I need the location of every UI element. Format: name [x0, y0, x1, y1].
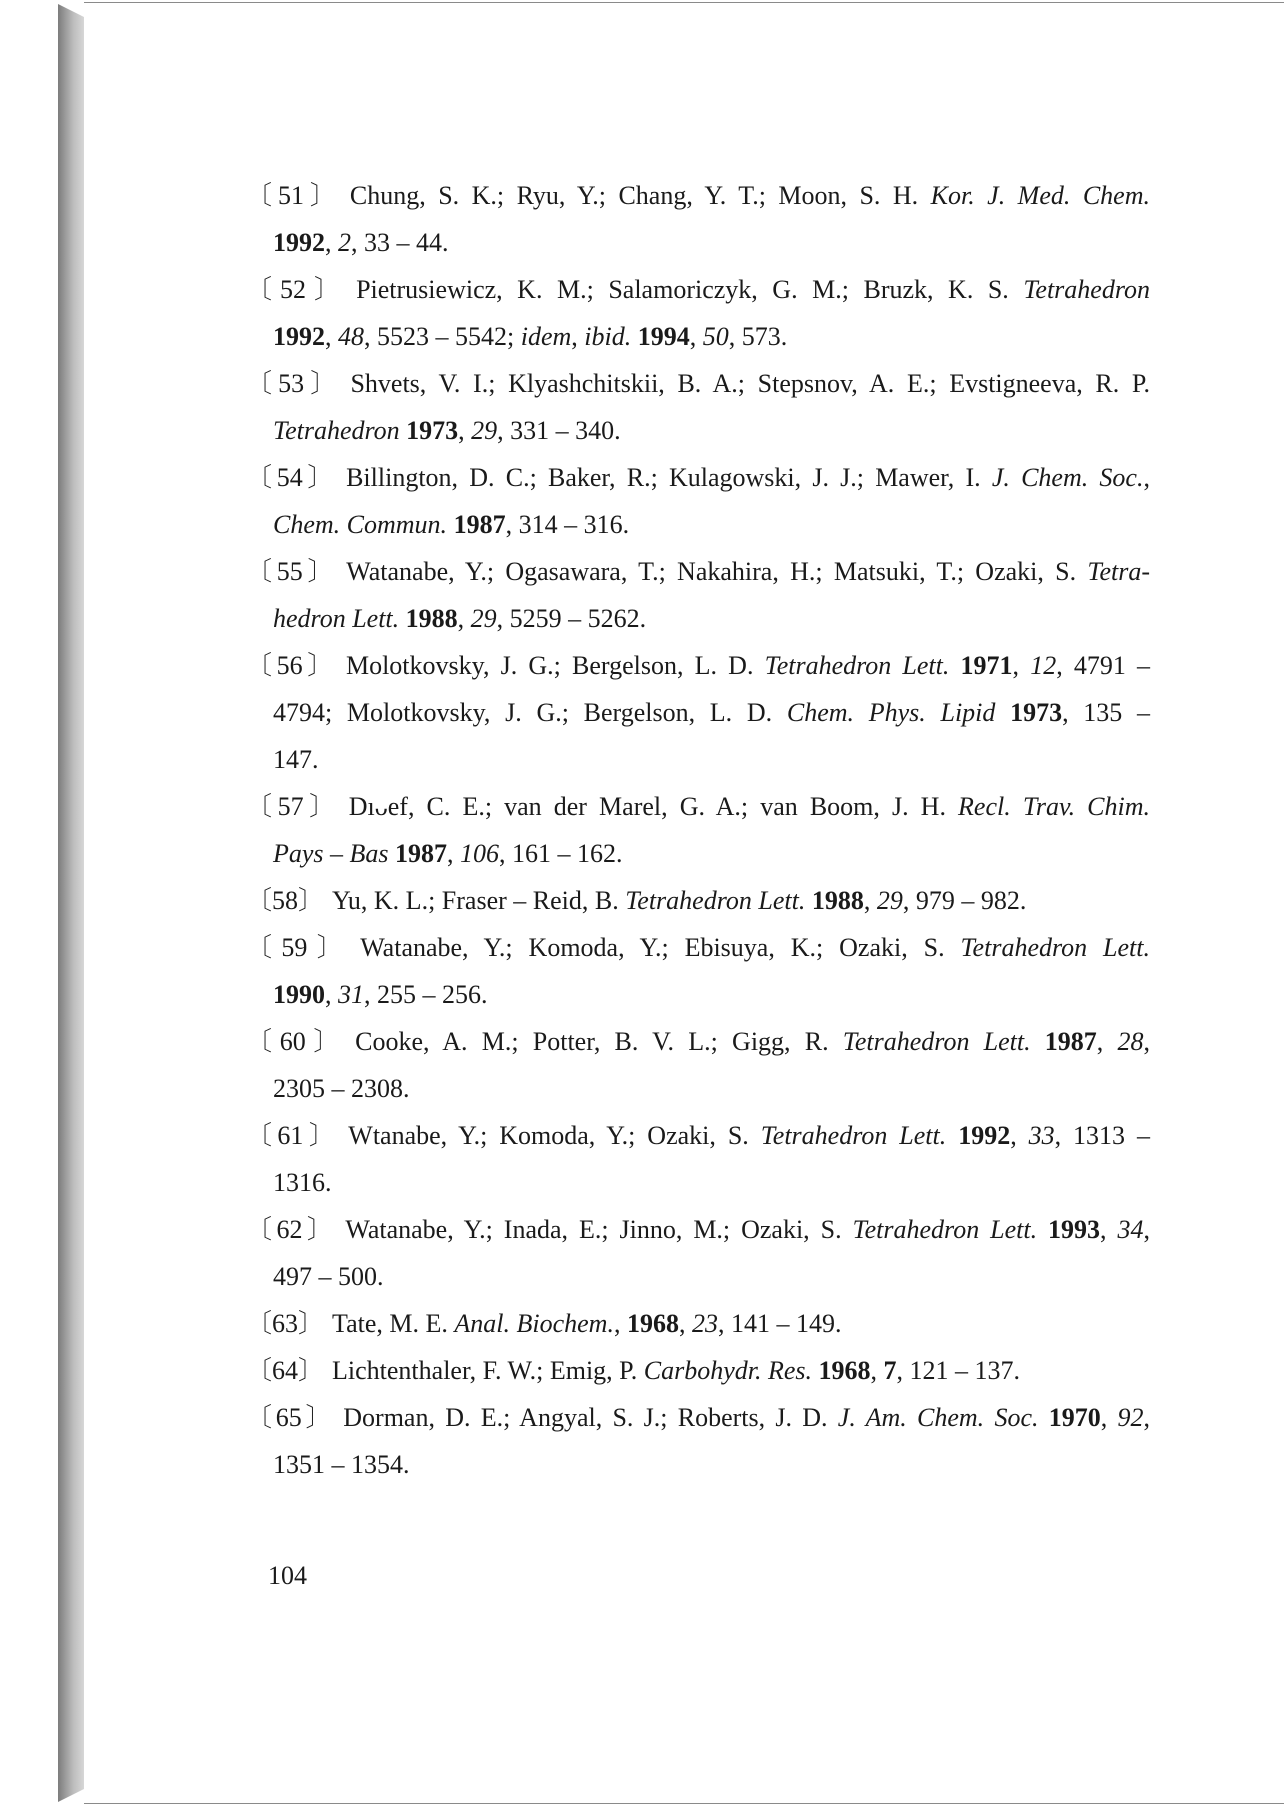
- separator: ,: [678, 1309, 692, 1338]
- authors: Chung, S. K.; Ryu, Y.; Chang, Y. T.; Moon, S. H.: [349, 181, 931, 210]
- authors: Yu, K. L.; Fraser – Reid, B.: [332, 886, 626, 915]
- reference-55: [246, 548, 1150, 642]
- separator: ,: [1100, 1403, 1118, 1432]
- year: 1973: [1010, 698, 1063, 727]
- journal: hedron Lett.: [273, 604, 400, 633]
- separator: ,: [447, 839, 461, 868]
- authors: Billington, D. C.; Baker, R.; Kulagowski, J. J.; Mawer, I.: [346, 463, 992, 492]
- reference-number: 〔62〕: [246, 1215, 338, 1244]
- authors: Watanabe, Y.; Komoda, Y.; Ebisuya, K.; Ozaki, S.: [360, 933, 961, 962]
- journal: Carbohydr. Res.: [643, 1356, 813, 1385]
- reference-54: [246, 454, 1150, 548]
- reference-62: [246, 1206, 1150, 1300]
- journal: Tetrahedron: [273, 416, 400, 445]
- pages: , 331 – 340.: [497, 416, 621, 445]
- journal: Tetrahedron Lett.: [760, 1121, 947, 1150]
- separator: ,: [1143, 463, 1150, 492]
- volume: 12: [1030, 651, 1057, 680]
- volume: 33: [1028, 1121, 1055, 1150]
- idem: idem: [520, 322, 572, 351]
- journal: Tetrahedron: [1023, 275, 1150, 304]
- separator: ,: [457, 604, 471, 633]
- reference-61: [246, 1112, 1150, 1206]
- authors: Cooke, A. M.; Potter, B. V. L.; Gigg, R.: [355, 1027, 843, 1056]
- year: 1968: [626, 1309, 679, 1338]
- authors: Tate, M. E.: [332, 1309, 455, 1338]
- journal: Tetrahedron Lett.: [852, 1215, 1038, 1244]
- pages-and-authors: 4794; Molotkovsky, J. G.; Bergelson, L. D.: [273, 698, 787, 727]
- reference-65: [246, 1394, 1150, 1488]
- reference-number: 〔52〕: [246, 275, 349, 304]
- authors: Wtanabe, Y.; Komoda, Y.; Ozaki, S.: [348, 1121, 761, 1150]
- reference-64: [246, 1347, 1150, 1394]
- separator: ,: [613, 1309, 627, 1338]
- authors: Dorman, D. E.; Angyal, S. J.; Roberts, J. D.: [343, 1403, 838, 1432]
- pages: , 5259 – 5262.: [496, 604, 647, 633]
- pages: , 33 – 44.: [351, 228, 449, 257]
- reference-continuation: [246, 407, 1150, 454]
- year: 1987: [1044, 1027, 1097, 1056]
- reference-59: [246, 924, 1150, 1018]
- reference-57: [246, 783, 1150, 877]
- reference-53: [246, 360, 1150, 454]
- pages: , 979 – 982.: [902, 886, 1027, 915]
- year: 1971: [960, 651, 1013, 680]
- reference-continuation: [246, 736, 1150, 783]
- authors: Dı: [348, 792, 375, 821]
- journal: Kor. J. Med. Chem.: [930, 181, 1150, 210]
- separator: [949, 651, 960, 680]
- separator: [1031, 1027, 1045, 1056]
- reference-number: 〔63〕: [246, 1309, 325, 1338]
- volume: 2: [338, 228, 351, 257]
- authors: ef, C. E.; van der Marel, G. A.; van Boom, J. H.: [387, 792, 959, 821]
- reference-continuation: [246, 1159, 1150, 1206]
- pages: , 121 – 137.: [896, 1356, 1021, 1385]
- reference-number: 〔59〕: [246, 933, 353, 962]
- separator: [1038, 1403, 1048, 1432]
- reference-continuation: [246, 501, 1150, 548]
- year: 1968: [818, 1356, 871, 1385]
- separator: ,: [1143, 1027, 1150, 1056]
- pages: , 161 – 162.: [499, 839, 623, 868]
- volume: 48: [338, 322, 364, 351]
- separator: ,: [325, 322, 338, 351]
- reference-63: [246, 1300, 1150, 1347]
- reference-continuation: [246, 595, 1150, 642]
- volume: 106: [460, 839, 500, 868]
- pages: 2305 – 2308.: [273, 1074, 410, 1103]
- reference-continuation: [246, 313, 1150, 360]
- separator: ,: [571, 322, 585, 351]
- reference-number: 〔57〕: [246, 792, 341, 821]
- journal: Tetrahedron Lett.: [842, 1027, 1031, 1056]
- separator: ,: [1100, 1215, 1118, 1244]
- reference-number: 〔54〕: [246, 463, 339, 492]
- pages: , 255 – 256.: [364, 980, 488, 1009]
- reference-56: [246, 642, 1150, 783]
- pages: , 135 –: [1062, 698, 1150, 727]
- separator: ,: [689, 322, 703, 351]
- separator: ,: [1010, 1121, 1029, 1150]
- pages: , 4791 –: [1056, 651, 1150, 680]
- authors: Pietrusiewicz, K. M.; Salamoriczyk, G. M.; Bruzk, K. S.: [356, 275, 1024, 304]
- reference-continuation: [246, 971, 1150, 1018]
- authors: Shvets, V. I.; Klyashchitskii, B. A.; Stepsnov, A. E.; Evstigneeva, R. P.: [350, 369, 1150, 398]
- journal: Recl. Trav. Chim.: [958, 792, 1150, 821]
- volume: 29: [876, 886, 903, 915]
- pages: , 141 – 149.: [717, 1309, 842, 1338]
- reference-number: 〔58〕: [246, 886, 325, 915]
- reference-number: 〔55〕: [246, 557, 339, 586]
- reference-51: [246, 172, 1150, 266]
- reference-continuation: [246, 1065, 1150, 1112]
- reference-52: [246, 266, 1150, 360]
- ibid: ibid.: [584, 322, 632, 351]
- reference-60: [246, 1018, 1150, 1112]
- pages: , 314 – 316.: [505, 510, 630, 539]
- page-number: 104: [268, 1561, 307, 1590]
- volume: 92: [1117, 1403, 1144, 1432]
- reference-continuation: [246, 1253, 1150, 1300]
- separator: ,: [1143, 1403, 1151, 1432]
- pages: 1351 – 1354.: [273, 1450, 410, 1479]
- volume: 28: [1117, 1027, 1144, 1056]
- separator: ,: [458, 416, 472, 445]
- year: 1990: [273, 980, 325, 1009]
- separator: [946, 1121, 958, 1150]
- volume: 50: [702, 322, 729, 351]
- separator: [995, 698, 1010, 727]
- reference-continuation: [246, 689, 1150, 736]
- year: 1987: [453, 510, 506, 539]
- pages: , 573.: [728, 322, 788, 351]
- volume: 29: [470, 604, 497, 633]
- year: 1993: [1048, 1215, 1101, 1244]
- year: 1992: [273, 322, 325, 351]
- smudged-glyph: ᴗ: [374, 792, 388, 821]
- year: 1988: [405, 604, 458, 633]
- separator: [1037, 1215, 1048, 1244]
- authors: Molotkovsky, J. G.; Bergelson, L. D.: [345, 651, 765, 680]
- separator: ,: [863, 886, 877, 915]
- reference-continuation: [246, 1441, 1150, 1488]
- journal-section: Chem. Commun.: [273, 510, 448, 539]
- reference-number: 〔51〕: [246, 181, 342, 210]
- pages: , 1313 –: [1054, 1121, 1150, 1150]
- reference-continuation: [246, 830, 1150, 877]
- authors: Watanabe, Y.; Inada, E.; Jinno, M.; Ozaki, S.: [345, 1215, 853, 1244]
- separator: ,: [1143, 1215, 1150, 1244]
- journal: Tetra-: [1087, 557, 1150, 586]
- reference-number: 〔64〕: [246, 1356, 325, 1385]
- separator: ,: [1096, 1027, 1118, 1056]
- journal: Chem. Phys. Lipid: [786, 698, 996, 727]
- journal: J. Chem. Soc.: [991, 463, 1144, 492]
- volume: 23: [691, 1309, 718, 1338]
- separator: ,: [1012, 651, 1031, 680]
- journal: Tetrahedron Lett.: [960, 933, 1150, 962]
- reference-continuation: [246, 219, 1150, 266]
- separator: ,: [325, 228, 338, 257]
- year: 1973: [406, 416, 459, 445]
- reference-number: 〔53〕: [246, 369, 343, 398]
- authors: Lichtenthaler, F. W.; Emig, P.: [332, 1356, 644, 1385]
- pages: 1316.: [273, 1168, 332, 1197]
- volume: 7: [883, 1356, 897, 1385]
- year: 1970: [1048, 1403, 1101, 1432]
- journal: Anal. Biochem.: [454, 1309, 614, 1338]
- reference-number: 〔56〕: [246, 651, 338, 680]
- journal: Pays – Bas: [273, 839, 389, 868]
- journal: J. Am. Chem. Soc.: [837, 1403, 1039, 1432]
- pages: , 5523 – 5542;: [364, 322, 521, 351]
- volume: 29: [471, 416, 498, 445]
- authors: Watanabe, Y.; Ogasawara, T.; Nakahira, H.; Matsuki, T.; Ozaki, S.: [346, 557, 1088, 586]
- pages: 497 – 500.: [273, 1262, 384, 1291]
- year: 1992: [273, 228, 325, 257]
- year: 1988: [811, 886, 864, 915]
- reference-number: 〔65〕: [246, 1403, 336, 1432]
- volume: 31: [338, 980, 364, 1009]
- separator: ,: [325, 980, 338, 1009]
- journal: Tetrahedron Lett.: [764, 651, 950, 680]
- year: 1992: [958, 1121, 1011, 1150]
- separator: ,: [870, 1356, 884, 1385]
- volume: 34: [1117, 1215, 1144, 1244]
- reference-number: 〔61〕: [246, 1121, 341, 1150]
- year: 1994: [637, 322, 690, 351]
- journal: Tetrahedron Lett.: [625, 886, 806, 915]
- reference-number: 〔60〕: [246, 1027, 348, 1056]
- year: 1987: [395, 839, 448, 868]
- reference-58: [246, 877, 1150, 924]
- pages: 147.: [273, 745, 319, 774]
